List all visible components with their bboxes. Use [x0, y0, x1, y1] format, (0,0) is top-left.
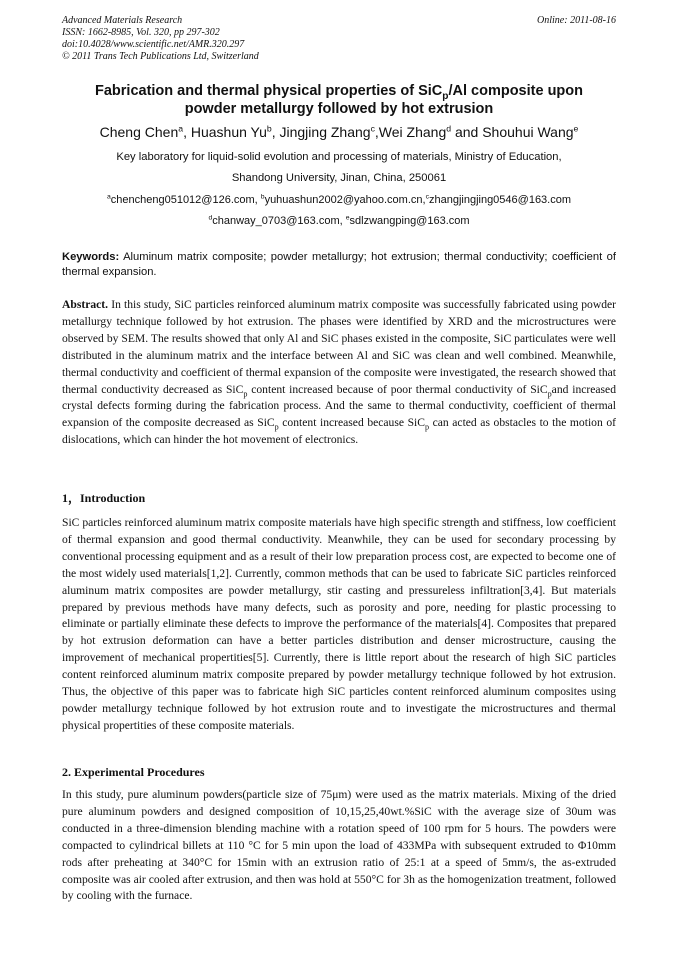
section-heading-introduction: 1，Introduction	[62, 491, 146, 505]
affiliation-line: Shandong University, Jinan, China, 250061	[231, 172, 447, 184]
section-heading-experimental: 2. Experimental Procedures	[62, 765, 205, 779]
paper-title: Fabrication and thermal physical properties of SiC$_p$/Al composite upon powder metallurgy followed by hot extrusion	[95, 83, 583, 117]
author-list: Cheng Chen$^a$, Huashun Yu$^b$, Jingjing Zhang$^c$,Wei Zhang$^d$ and Shouhui Wang$^e$	[99, 123, 579, 140]
email-line: $^a$chencheng051012@126.com, $^b$yuhuashun2002@yahoo.com.cn,$^c$zhangjingjing0546@163.com	[106, 193, 572, 206]
online-date: Online: 2011-08-16	[537, 15, 616, 26]
doi-line: doi:10.4028/www.scientific.net/AMR.320.297	[62, 39, 245, 50]
author-name: Wei Zhang	[378, 124, 447, 140]
issn-line: ISSN: 1662-8985, Vol. 320, pp 297-302	[62, 27, 220, 38]
journal-header	[62, 15, 259, 63]
author-name: Shouhui Wang	[482, 124, 574, 140]
affiliation-line: Key laboratory for liquid-solid evolution and processing of materials, Ministry of Education,	[116, 151, 562, 163]
keywords-text: Aluminum matrix composite; powder metallurgy; hot extrusion; thermal conductivity; coefficient of thermal expansion.	[62, 251, 616, 278]
author-name: Cheng Chen	[99, 124, 179, 140]
author-name: Jingjing Zhang	[279, 124, 371, 140]
journal-name: Advanced Materials Research	[62, 15, 183, 26]
email-address: zhangjingjing0546@163.com	[428, 194, 572, 206]
keywords-label: Keywords:	[62, 251, 120, 263]
keywords	[62, 250, 616, 279]
copyright-line: © 2011 Trans Tech Publications Ltd, Switzerland	[62, 51, 259, 62]
author-name: Huashun Yu	[190, 124, 267, 140]
email-line: $^d$chanway_0703@163.com, $^e$sdlzwangping@163.com	[208, 214, 470, 227]
email-address: chanway_0703@163.com,	[212, 215, 346, 227]
experimental-paragraph: In this study, pure aluminum powders(particle size of 75μm) were used as the matrix materials. Mixing of the dried pure aluminum powders and designed composition of 10,15,25,40wt.%SiC with the average size of 30um was conducted in a three-dimension blending machine with a rotation speed of 100 rpm for 5 hours. The powders were compacted to cylindrical billets at 110 °C for 5 min upon the load of 433MPa with subsequent extruded to Φ10mm rods after preheating at 340°C for 15min with an extrusion ratio of 25:1 at a speed of 5mm/s, the as-extruded composite was air cooled after extrusion, and then was hold at 550°C for 3h as the homogenization treatment, followed by cooling with the furnace.	[62, 788, 616, 903]
introduction-paragraph: SiC particles reinforced aluminum matrix composite materials have high specific strength and stiffness, low coefficient of thermal expansion and good thermal conductivity. Meanwhile, they can be used for secondary processing by conventional processing equipment and as a result of their low preparation process cost, are expected to become one of the most widely used materials[1,2]. Currently, common methods that can be used to fabricate SiC particles reinforced aluminum matrix composites are powder metallurgy, stir casting and pressureless infiltration[3,4]. But materials prepared by previous methods have many defects, such as porosity and pore, needing for plastic processing to eliminate or partially eliminate these defects to improve the performance of the materials[4]. Composites that prepared by hot extrusion deformation can have a better particles distribution and denser microstructure, causing the improvement of mechanical propertities[5]. Currently, there is little report about the research of high SiC particles content reinforced aluminum matrix composite prepared by powder metallurgy technique followed by hot extrusion. Thus, the objective of this paper was to fabricate high SiC particles content reinforced aluminum composites using powder metallurgy technique followed by hot extrusion route and to investigate the microstructures and thermal physical propertities of these composite materials.	[62, 516, 616, 732]
email-address: chencheng051012@126.com,	[110, 194, 261, 206]
abstract-label: Abstract.	[62, 298, 109, 311]
email-address: sdlzwangping@163.com	[349, 215, 470, 227]
abstract-paragraph: Abstract. In this study, SiC particles reinforced aluminum matrix composite was successfully fabricated using powder metallurgy technique followed by hot extrusion. The phases were identified by XRD and the microstructures were observed by SEM. The results showed that only Al and SiC phases existed in the composite, SiC particulates were well distributed in the aluminum matrix and the interface between Al and SiC was clean and well combined. Meanwhile, thermal conductivity and coefficient of thermal expansion of the composite were investigated, the research showed that thermal conductivity decreased as SiC$_p$ content increased because of poor thermal conductivity of SiC$_p$and increased crystal defects forming during the fabrication process. And the same to thermal conductivity, coefficient of thermal expansion of the composite decreased as SiC$_p$ content increased because SiC$_p$ can acted as obstacles to the motion of dislocations, which can hinder the hot movement of electronics.	[62, 298, 616, 447]
email-address: yuhuashun2002@yahoo.com.cn,	[264, 194, 426, 206]
